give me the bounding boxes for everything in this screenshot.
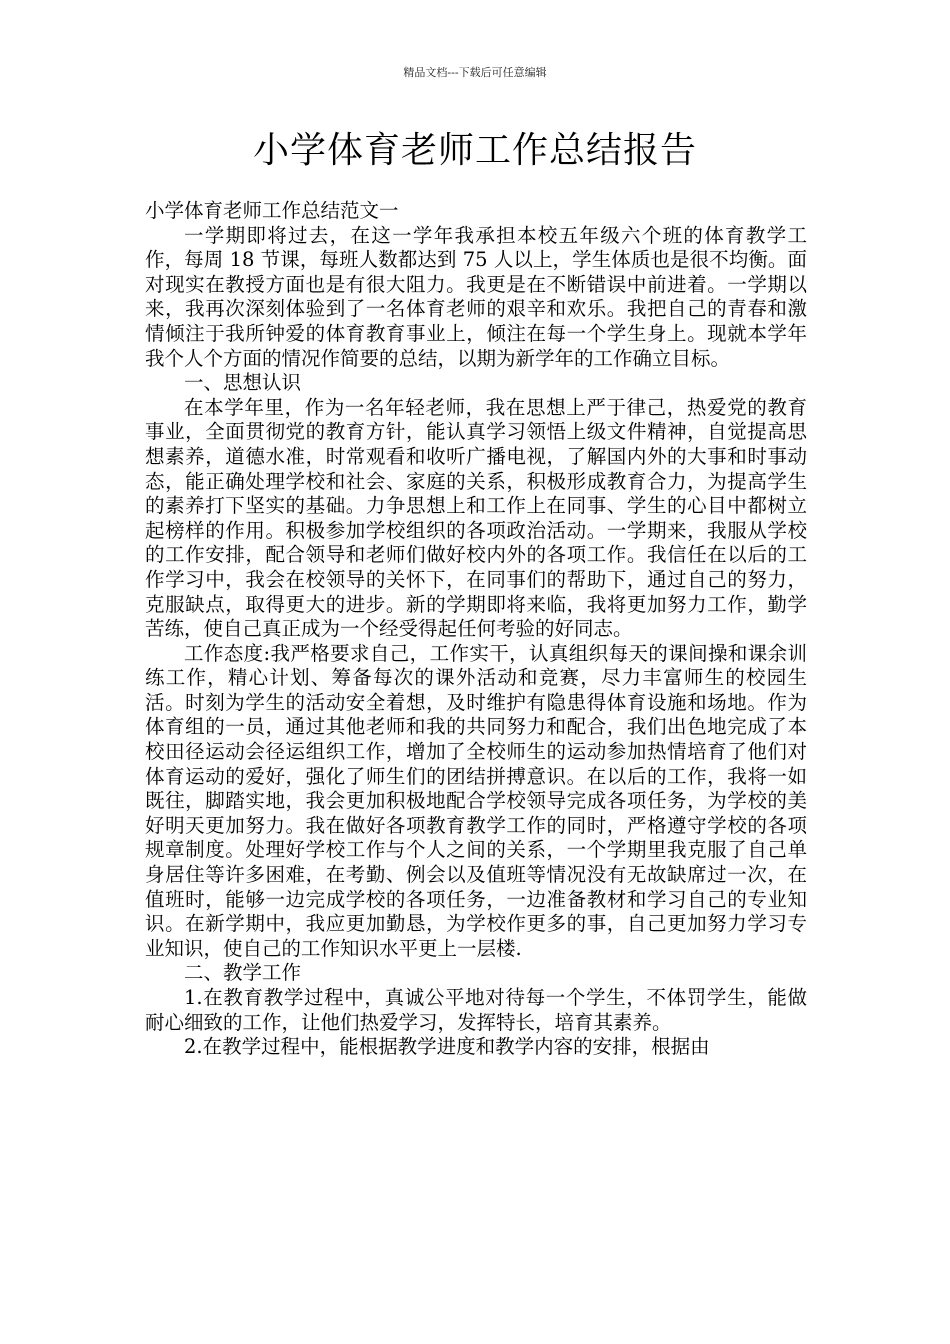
body-paragraph: 1.在教育教学过程中，真诚公平地对待每一个学生，不体罚学生，能做耐心细致的工作，让他们热爱学习，发挥特长，培育其素养。 xyxy=(145,986,807,1034)
header-note: 精品文档---下载后可任意编辑 xyxy=(403,66,547,79)
document-title: 小学体育老师工作总结报告 xyxy=(252,130,697,171)
section-heading: 二、教学工作 xyxy=(184,961,302,985)
body-paragraph: 工作态度:我严格要求自己，工作实干，认真组织每天的课间操和课余训练工作，精心计划、筹备每次的课外活动和竞赛，尽力丰富师生的校园生活。时刻为学生的活动安全着想，及时维护有隐患得体育设施和场地。作为体育组的一员，通过其他老师和我的共同努力和配合，我们出色地完成了本校田径运动会径运组织工作，增加了全校师生的运动参加热情培育了他们对体育运动的爱好，强化了师生们的团结拼搏意识。在以后的工作，我将一如既往，脚踏实地，我会更加积极地配合学校领导完成各项任务，为学校的美好明天更加努力。我在做好各项教育教学工作的同时，严格遵守学校的各项规章制度。处理好学校工作与个人之间的关系，一个学期里我克服了自己单身居住等许多困难，在考勤、例会以及值班等情况没有无故缺席过一次，在值班时，能够一边完成学校的各项任务，一边准备教材和学习自己的专业知识。在新学期中，我应更加勤恳，为学校作更多的事，自己更加努力学习专业知识，使自己的工作知识水平更上一层楼. xyxy=(145,641,807,960)
body-paragraph: 小学体育老师工作总结范文一 xyxy=(145,199,399,222)
section-heading: 一、思想认识 xyxy=(184,371,302,395)
body-paragraph: 一学期即将过去，在这一学年我承担本校五年级六个班的体育教学工作，每周 18 节课，每班人数都达到 75 人以上，学生体质也是很不均衡。面对现实在教授方面也是有很大阻力。我更是在不断错误中前进着。一学期以来，我再次深刻体验到了一名体育老师的艰辛和欢乐。我把自己的青春和激情倾注于我所钟爱的体育教育事业上，倾注在每一个学生身上。现就本学年我个人个方面的情况作简要的总结，以期为新学年的工作确立目标。 xyxy=(145,223,807,370)
document-body xyxy=(145,199,807,1060)
body-paragraph: 2.在教学过程中，能根据教学进度和教学内容的安排，根据由 xyxy=(184,1035,710,1059)
body-paragraph: 在本学年里，作为一名年轻老师，我在思想上严于律己，热爱党的教育事业，全面贯彻党的教育方针，能认真学习领悟上级文件精神，自觉提高思想素养，道德水准，时常观看和收听广播电视，了解国内外的大事和时事动态，能正确处理学校和社会、家庭的关系，积极形成教育合力，为提高学生的素养打下坚实的基础。力争思想上和工作上在同事、学生的心目中都树立起榜样的作用。积极参加学校组织的各项政治活动。一学期来，我服从学校的工作安排，配合领导和老师们做好校内外的各项工作。我信任在以后的工作学习中，我会在校领导的关怀下，在同事们的帮助下，通过自己的努力，克服缺点，取得更大的进步。新的学期即将来临，我将更加努力工作，勤学苦练，使自己真正成为一个经受得起任何考验的好同志。 xyxy=(145,395,807,641)
